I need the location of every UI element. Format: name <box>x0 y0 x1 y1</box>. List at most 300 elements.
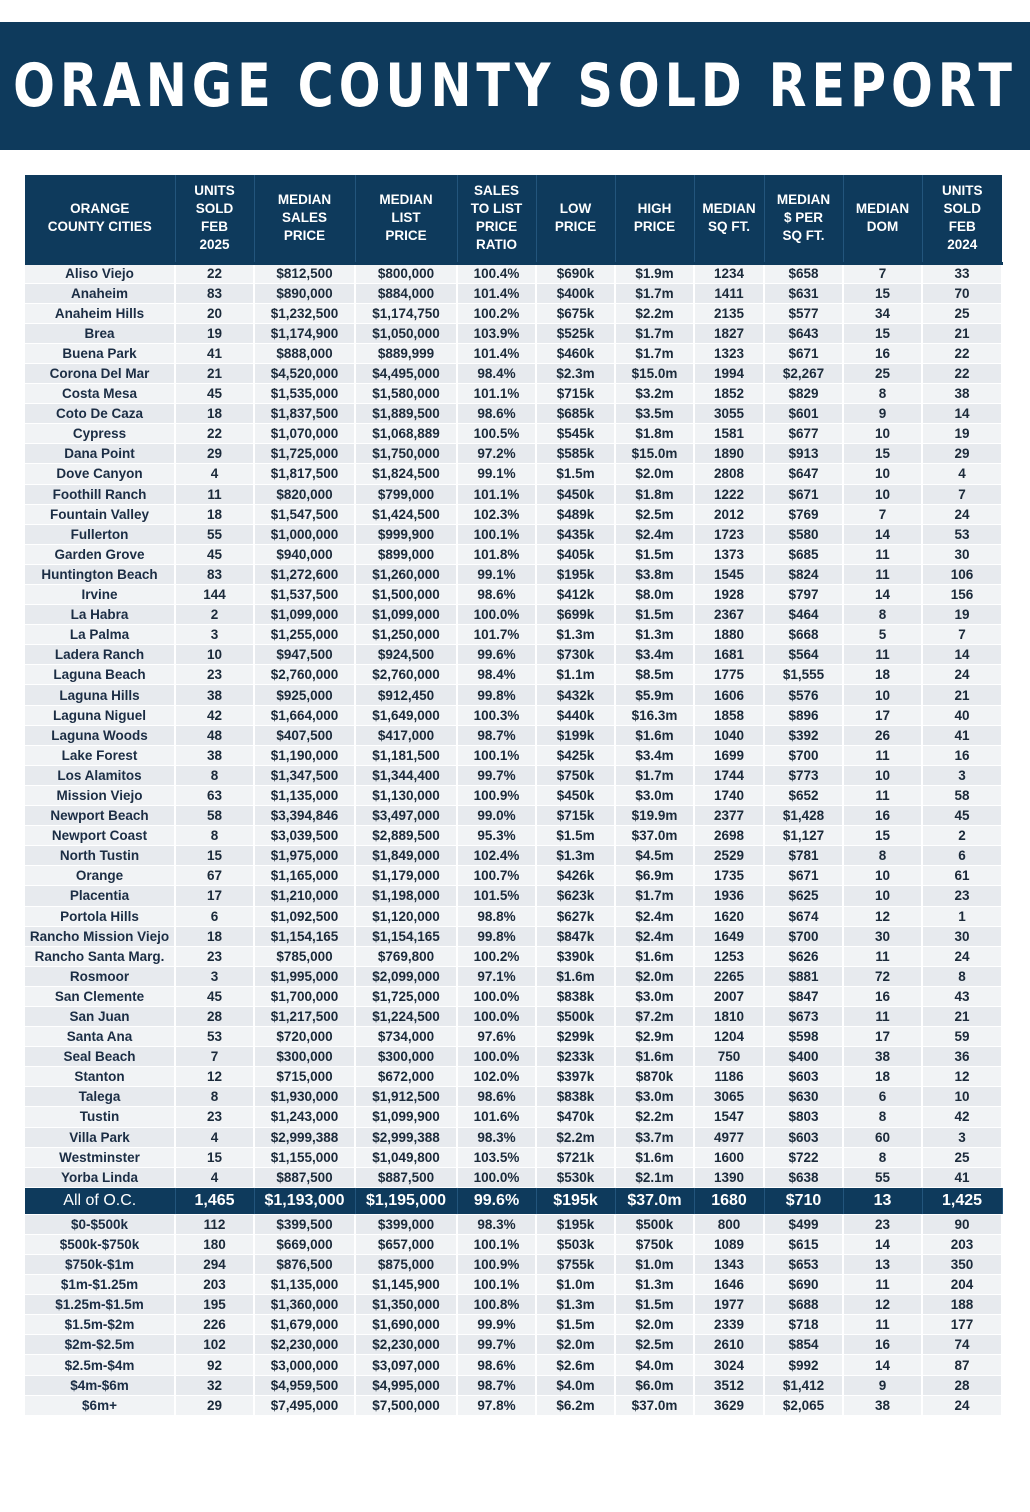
table-cell: 1775 <box>694 665 764 685</box>
table-cell: 12 <box>843 1295 922 1315</box>
table-cell: $1.8m <box>615 424 694 444</box>
table-cell: $601 <box>764 404 843 424</box>
table-cell: $1,690,000 <box>355 1315 457 1335</box>
table-cell: 45 <box>175 544 254 564</box>
table-cell: 55 <box>175 524 254 544</box>
table-cell: $2,760,000 <box>254 665 355 685</box>
row-label-cell: Yorba Linda <box>25 1167 175 1187</box>
table-cell: 98.3% <box>457 1127 536 1147</box>
table-cell: $585k <box>536 444 615 464</box>
table-cell: 99.7% <box>457 1335 536 1355</box>
price-range-row <box>25 1295 1002 1315</box>
city-row <box>25 424 1002 444</box>
column-header: SALES TO LIST PRICE RATIO <box>457 175 536 263</box>
table-cell: 18 <box>175 404 254 424</box>
table-cell: 100.9% <box>457 785 536 805</box>
table-cell: 13 <box>843 1187 922 1214</box>
row-label-cell: Rancho Mission Viejo <box>25 926 175 946</box>
table-cell: $2.2m <box>615 1107 694 1127</box>
table-cell: 1323 <box>694 343 764 363</box>
table-cell: $803 <box>764 1107 843 1127</box>
column-header: HIGH PRICE <box>615 175 694 263</box>
table-cell: 204 <box>922 1275 1002 1295</box>
table-cell: 16 <box>843 343 922 363</box>
table-cell: 22 <box>922 343 1002 363</box>
table-cell: $673 <box>764 1006 843 1026</box>
row-label-cell: $6m+ <box>25 1395 175 1415</box>
table-cell: $1,424,500 <box>355 504 457 524</box>
table-cell: 7 <box>843 504 922 524</box>
table-cell: $881 <box>764 966 843 986</box>
table-cell: $675k <box>536 303 615 323</box>
total-row <box>25 1187 1002 1214</box>
table-cell: 10 <box>843 866 922 886</box>
table-cell: $1,750,000 <box>355 444 457 464</box>
row-label-cell: Talega <box>25 1087 175 1107</box>
table-cell: $1,889,500 <box>355 404 457 424</box>
table-cell: 95.3% <box>457 826 536 846</box>
table-cell: 4 <box>922 464 1002 484</box>
table-cell: 100.0% <box>457 1167 536 1187</box>
table-cell: 1234 <box>694 263 764 283</box>
table-cell: $847 <box>764 986 843 1006</box>
table-cell: 1723 <box>694 524 764 544</box>
table-cell: $715k <box>536 384 615 404</box>
table-cell: $2,999,388 <box>355 1127 457 1147</box>
table-cell: 7 <box>175 1047 254 1067</box>
table-cell: $2.0m <box>615 966 694 986</box>
table-cell: 98.6% <box>457 585 536 605</box>
table-cell: 99.7% <box>457 765 536 785</box>
table-cell: $603 <box>764 1067 843 1087</box>
table-cell: $647 <box>764 464 843 484</box>
table-cell: $1,995,000 <box>254 966 355 986</box>
table-cell: $2,065 <box>764 1395 843 1415</box>
table-cell: 3 <box>922 1127 1002 1147</box>
table-cell: $690k <box>536 263 615 283</box>
table-cell: 10 <box>843 765 922 785</box>
table-cell: $700 <box>764 745 843 765</box>
table-cell: $1,837,500 <box>254 404 355 424</box>
table-cell: 101.6% <box>457 1107 536 1127</box>
table-cell: $1.7m <box>615 886 694 906</box>
table-cell: 101.4% <box>457 283 536 303</box>
table-cell: $2.2m <box>615 303 694 323</box>
table-cell: $2,889,500 <box>355 826 457 846</box>
city-row <box>25 283 1002 303</box>
table-cell: 74 <box>922 1335 1002 1355</box>
table-cell: $1.3m <box>536 1295 615 1315</box>
table-body <box>25 263 1002 1415</box>
table-cell: $2.6m <box>536 1355 615 1375</box>
table-cell: 8 <box>843 384 922 404</box>
table-cell: 7 <box>843 263 922 283</box>
table-cell: $785,000 <box>254 946 355 966</box>
table-cell: 101.4% <box>457 343 536 363</box>
table-cell: 4 <box>175 464 254 484</box>
table-cell: 6 <box>175 906 254 926</box>
table-cell: $1,135,000 <box>254 785 355 805</box>
table-cell: 14 <box>843 1355 922 1375</box>
table-cell: $399,500 <box>254 1214 355 1234</box>
table-cell: $580 <box>764 524 843 544</box>
table-cell: 1390 <box>694 1167 764 1187</box>
table-cell: 23 <box>843 1214 922 1234</box>
table-cell: 15 <box>843 323 922 343</box>
table-cell: 58 <box>922 785 1002 805</box>
table-cell: $688 <box>764 1295 843 1315</box>
column-header: MEDIAN DOM <box>843 175 922 263</box>
table-cell: 10 <box>843 424 922 444</box>
table-cell: $1,154,165 <box>254 926 355 946</box>
table-cell: $1,500,000 <box>355 585 457 605</box>
table-cell: $887,500 <box>355 1167 457 1187</box>
table-cell: 203 <box>922 1234 1002 1254</box>
table-cell: 12 <box>843 906 922 926</box>
table-cell: $390k <box>536 946 615 966</box>
table-cell: 2377 <box>694 806 764 826</box>
table-cell: $887,500 <box>254 1167 355 1187</box>
table-cell: $405k <box>536 544 615 564</box>
table-cell: 101.1% <box>457 384 536 404</box>
table-cell: 63 <box>175 785 254 805</box>
table-cell: 1040 <box>694 725 764 745</box>
city-row <box>25 343 1002 363</box>
city-row <box>25 544 1002 564</box>
row-label-cell: Newport Beach <box>25 806 175 826</box>
table-cell: 14 <box>843 585 922 605</box>
table-cell: $1.5m <box>615 544 694 564</box>
table-cell: 11 <box>843 785 922 805</box>
table-cell: 99.1% <box>457 464 536 484</box>
table-cell: 61 <box>922 866 1002 886</box>
table-cell: 22 <box>922 363 1002 383</box>
table-cell: $2,999,388 <box>254 1127 355 1147</box>
table-cell: 1994 <box>694 363 764 383</box>
table-cell: $7,500,000 <box>355 1395 457 1415</box>
table-cell: 100.1% <box>457 1234 536 1254</box>
city-row <box>25 1147 1002 1167</box>
table-cell: 18 <box>843 665 922 685</box>
table-cell: 33 <box>922 263 1002 283</box>
table-cell: 1186 <box>694 1067 764 1087</box>
table-cell: 83 <box>175 283 254 303</box>
table-cell: 102.4% <box>457 846 536 866</box>
table-cell: $195k <box>536 1187 615 1214</box>
table-cell: 2339 <box>694 1315 764 1335</box>
table-cell: 1373 <box>694 544 764 564</box>
table-cell: $2.4m <box>615 906 694 926</box>
table-cell: 100.2% <box>457 946 536 966</box>
table-cell: $1,555 <box>764 665 843 685</box>
table-cell: 1681 <box>694 645 764 665</box>
table-cell: 53 <box>922 524 1002 544</box>
table-cell: $875,000 <box>355 1255 457 1275</box>
table-cell: $625 <box>764 886 843 906</box>
table-cell: 98.6% <box>457 1355 536 1375</box>
table-cell: 99.9% <box>457 1315 536 1335</box>
table-cell: 22 <box>175 263 254 283</box>
table-cell: $1.5m <box>615 1295 694 1315</box>
table-cell: 1606 <box>694 685 764 705</box>
table-cell: $1,347,500 <box>254 765 355 785</box>
table-cell: 100.8% <box>457 1295 536 1315</box>
row-label-cell: All of O.C. <box>25 1187 175 1214</box>
table-cell: 24 <box>922 946 1002 966</box>
table-cell: 12 <box>922 1067 1002 1087</box>
table-cell: 60 <box>843 1127 922 1147</box>
table-cell: 7 <box>922 484 1002 504</box>
table-cell: 29 <box>175 444 254 464</box>
table-cell: 38 <box>843 1395 922 1415</box>
table-cell: 101.8% <box>457 544 536 564</box>
row-label-cell: $500k-$750k <box>25 1234 175 1254</box>
table-cell: $4,495,000 <box>355 363 457 383</box>
table-cell: $674 <box>764 906 843 926</box>
table-cell: 98.3% <box>457 1214 536 1234</box>
table-cell: $2.5m <box>615 1335 694 1355</box>
table-cell: $1,580,000 <box>355 384 457 404</box>
table-cell: 100.0% <box>457 1006 536 1026</box>
table-cell: $1.8m <box>615 484 694 504</box>
table-cell: $1,127 <box>764 826 843 846</box>
table-cell: $8.5m <box>615 665 694 685</box>
table-cell: 3 <box>922 765 1002 785</box>
row-label-cell: San Clemente <box>25 986 175 1006</box>
table-cell: $233k <box>536 1047 615 1067</box>
table-cell: $1,975,000 <box>254 846 355 866</box>
table-cell: 1740 <box>694 785 764 805</box>
row-label-cell: La Palma <box>25 625 175 645</box>
table-cell: $3,394,846 <box>254 806 355 826</box>
table-cell: $677 <box>764 424 843 444</box>
table-cell: 32 <box>175 1375 254 1395</box>
table-cell: 41 <box>922 725 1002 745</box>
city-row <box>25 585 1002 605</box>
table-cell: 3 <box>175 966 254 986</box>
table-cell: 2698 <box>694 826 764 846</box>
table-cell: $854 <box>764 1335 843 1355</box>
table-cell: 1699 <box>694 745 764 765</box>
table-cell: 102.0% <box>457 1067 536 1087</box>
table-cell: $1,350,000 <box>355 1295 457 1315</box>
table-cell: $37.0m <box>615 1187 694 1214</box>
table-cell: $1.6m <box>615 1047 694 1067</box>
table-cell: 55 <box>843 1167 922 1187</box>
table-cell: 8 <box>175 1087 254 1107</box>
table-cell: $1,250,000 <box>355 625 457 645</box>
table-cell: $658 <box>764 263 843 283</box>
table-cell: 100.5% <box>457 424 536 444</box>
row-label-cell: Tustin <box>25 1107 175 1127</box>
table-cell: 15 <box>175 846 254 866</box>
table-cell: 97.1% <box>457 966 536 986</box>
table-cell: $1.3m <box>615 625 694 645</box>
table-cell: $450k <box>536 484 615 504</box>
table-cell: 2007 <box>694 986 764 1006</box>
table-cell: 34 <box>843 303 922 323</box>
price-range-row <box>25 1355 1002 1375</box>
row-label-cell: Rancho Santa Marg. <box>25 946 175 966</box>
city-row <box>25 564 1002 584</box>
table-cell: 25 <box>843 363 922 383</box>
table-cell: 180 <box>175 1234 254 1254</box>
table-cell: $1,135,000 <box>254 1275 355 1295</box>
table-cell: 103.5% <box>457 1147 536 1167</box>
table-cell: $669,000 <box>254 1234 355 1254</box>
table-cell: $2,267 <box>764 363 843 383</box>
table-cell: 3512 <box>694 1375 764 1395</box>
table-cell: $630 <box>764 1087 843 1107</box>
table-cell: 99.8% <box>457 926 536 946</box>
row-label-cell: $750k-$1m <box>25 1255 175 1275</box>
table-cell: 3 <box>175 625 254 645</box>
table-cell: $1.6m <box>615 1147 694 1167</box>
price-range-row <box>25 1375 1002 1395</box>
table-cell: $2.3m <box>536 363 615 383</box>
table-cell: $2,760,000 <box>355 665 457 685</box>
row-label-cell: Irvine <box>25 585 175 605</box>
table-cell: 1343 <box>694 1255 764 1275</box>
table-cell: $1.5m <box>536 1315 615 1335</box>
table-cell: 58 <box>175 806 254 826</box>
table-cell: $603 <box>764 1127 843 1147</box>
table-cell: $7.2m <box>615 1006 694 1026</box>
table-cell: $1,000,000 <box>254 524 355 544</box>
table-cell: $195k <box>536 564 615 584</box>
table-cell: $1,537,500 <box>254 585 355 605</box>
row-label-cell: Anaheim Hills <box>25 303 175 323</box>
table-cell: $3.2m <box>615 384 694 404</box>
table-cell: $627k <box>536 906 615 926</box>
table-cell: $1.7m <box>615 765 694 785</box>
table-cell: $912,450 <box>355 685 457 705</box>
table-cell: $300,000 <box>355 1047 457 1067</box>
table-cell: 21 <box>922 323 1002 343</box>
table-cell: 23 <box>922 886 1002 906</box>
table-cell: $2.0m <box>615 464 694 484</box>
table-cell: $657,000 <box>355 1234 457 1254</box>
table-cell: $417,000 <box>355 725 457 745</box>
table-cell: $545k <box>536 424 615 444</box>
row-label-cell: $1m-$1.25m <box>25 1275 175 1295</box>
city-row <box>25 303 1002 323</box>
table-cell: 41 <box>922 1167 1002 1187</box>
table-cell: 8 <box>175 826 254 846</box>
table-cell: 195 <box>175 1295 254 1315</box>
table-cell: $685 <box>764 544 843 564</box>
row-label-cell: Laguna Woods <box>25 725 175 745</box>
city-row <box>25 866 1002 886</box>
table-cell: $800,000 <box>355 263 457 283</box>
table-cell: 10 <box>843 484 922 504</box>
table-cell: 23 <box>175 665 254 685</box>
table-cell: $1.5m <box>615 605 694 625</box>
table-cell: 87 <box>922 1355 1002 1375</box>
table-cell: $3.0m <box>615 986 694 1006</box>
table-cell: $1,224,500 <box>355 1006 457 1026</box>
table-cell: $2.9m <box>615 1027 694 1047</box>
table-cell: 1581 <box>694 424 764 444</box>
table-cell: $489k <box>536 504 615 524</box>
table-cell: $1,272,600 <box>254 564 355 584</box>
table-cell: 98.8% <box>457 906 536 926</box>
table-cell: $1.3m <box>536 625 615 645</box>
table-cell: $1,174,750 <box>355 303 457 323</box>
table-cell: 18 <box>175 504 254 524</box>
table-cell: $1,725,000 <box>254 444 355 464</box>
table-cell: 12 <box>175 1067 254 1087</box>
row-label-cell: Los Alamitos <box>25 765 175 785</box>
table-cell: 42 <box>175 705 254 725</box>
row-label-cell: Cypress <box>25 424 175 444</box>
table-cell: $671 <box>764 484 843 504</box>
table-cell: 294 <box>175 1255 254 1275</box>
table-cell: 28 <box>175 1006 254 1026</box>
table-cell: $838k <box>536 1087 615 1107</box>
price-range-row <box>25 1214 1002 1234</box>
table-cell: $889,999 <box>355 343 457 363</box>
table-cell: 16 <box>843 986 922 1006</box>
table-cell: 177 <box>922 1315 1002 1335</box>
table-cell: 72 <box>843 966 922 986</box>
table-cell: $530k <box>536 1167 615 1187</box>
table-cell: $1,154,165 <box>355 926 457 946</box>
table-cell: $499 <box>764 1214 843 1234</box>
table-cell: 99.0% <box>457 806 536 826</box>
city-row <box>25 685 1002 705</box>
table-cell: 98.7% <box>457 1375 536 1395</box>
table-cell: 11 <box>843 1275 922 1295</box>
table-cell: 40 <box>922 705 1002 725</box>
table-cell: $1,195,000 <box>355 1187 457 1214</box>
city-row <box>25 1027 1002 1047</box>
table-cell: $1,849,000 <box>355 846 457 866</box>
table-cell: $820,000 <box>254 484 355 504</box>
table-cell: 30 <box>843 926 922 946</box>
table-cell: 92 <box>175 1355 254 1375</box>
row-label-cell: Aliso Viejo <box>25 263 175 283</box>
sold-report-table <box>25 175 1003 1416</box>
table-cell: $1,130,000 <box>355 785 457 805</box>
table-cell: 21 <box>922 685 1002 705</box>
table-cell: $503k <box>536 1234 615 1254</box>
table-cell: $2,230,000 <box>254 1335 355 1355</box>
table-cell: $1,155,000 <box>254 1147 355 1167</box>
row-label-cell: Dove Canyon <box>25 464 175 484</box>
table-cell: $750k <box>615 1234 694 1254</box>
table-cell: 38 <box>922 384 1002 404</box>
table-cell: 4 <box>175 1167 254 1187</box>
row-label-cell: Stanton <box>25 1067 175 1087</box>
table-cell: $425k <box>536 745 615 765</box>
city-row <box>25 926 1002 946</box>
table-cell: $470k <box>536 1107 615 1127</box>
table-cell: $564 <box>764 645 843 665</box>
table-cell: 38 <box>843 1047 922 1067</box>
table-cell: $15.0m <box>615 363 694 383</box>
table-cell: 97.8% <box>457 1395 536 1415</box>
row-label-cell: Placentia <box>25 886 175 906</box>
table-cell: 24 <box>922 665 1002 685</box>
table-cell: $653 <box>764 1255 843 1275</box>
table-cell: $6.0m <box>615 1375 694 1395</box>
table-cell: 99.6% <box>457 645 536 665</box>
table-cell: $1,174,900 <box>254 323 355 343</box>
table-cell: $1,243,000 <box>254 1107 355 1127</box>
table-cell: $1,190,000 <box>254 745 355 765</box>
row-label-cell: $0-$500k <box>25 1214 175 1234</box>
